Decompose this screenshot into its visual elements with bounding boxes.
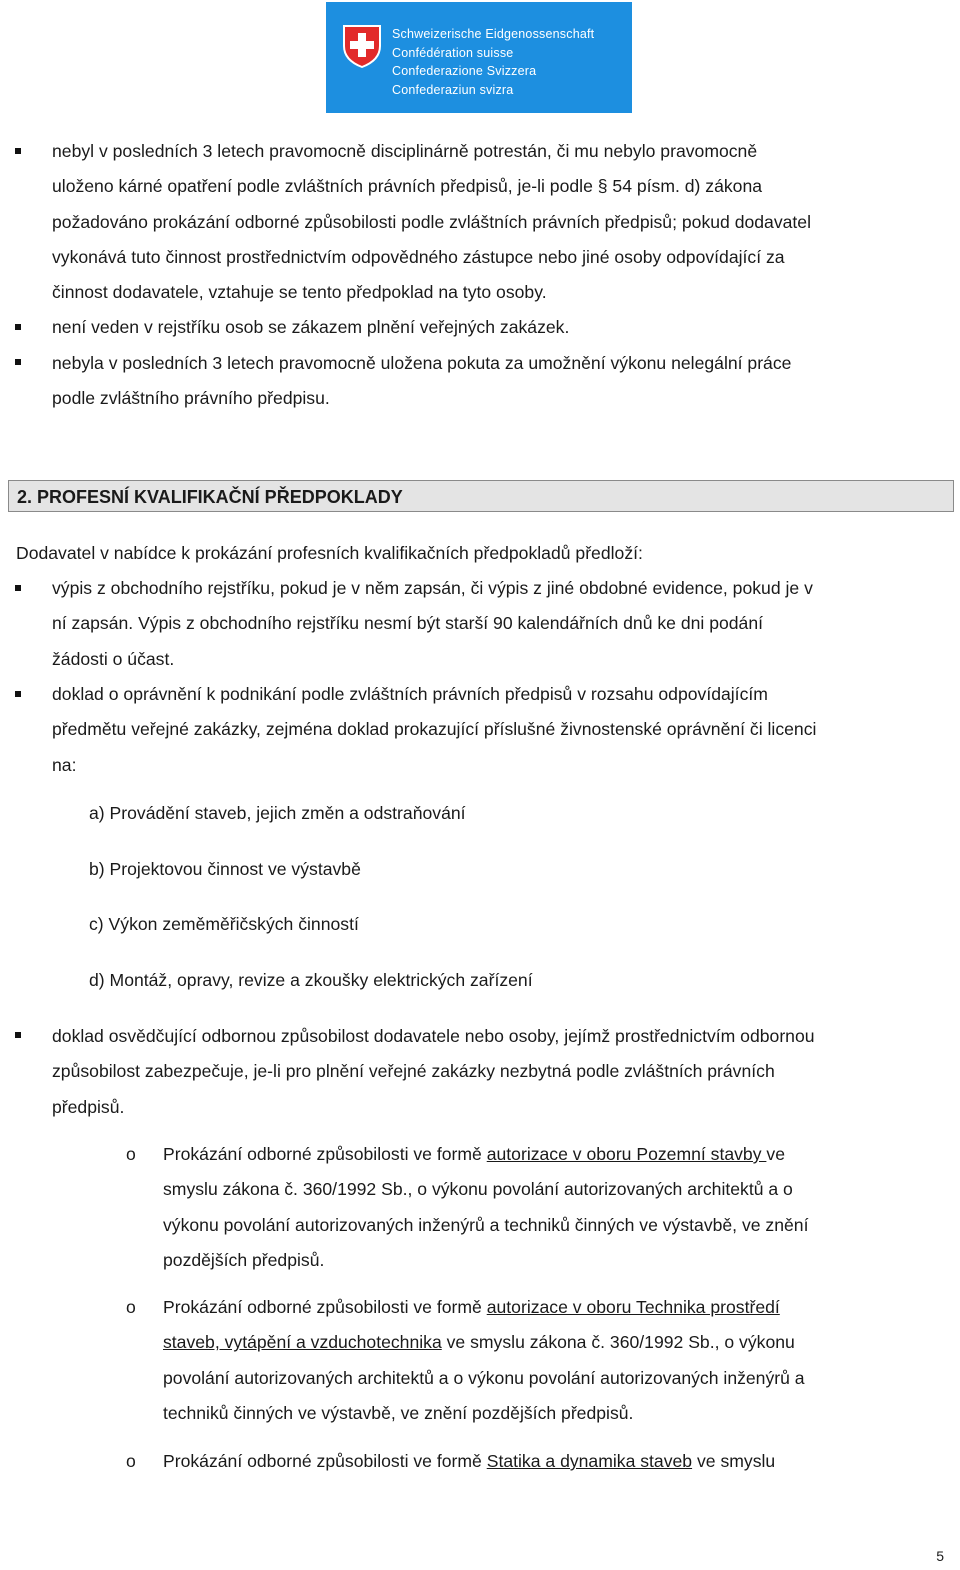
text-line: nebyla v posledních 3 letech pravomocně uložena pokuta za umožnění výkonu nelegální práce xyxy=(52,353,792,373)
logo-line: Schweizerische Eidgenossenschaft xyxy=(392,27,595,41)
text-line: techniků činných ve výstavbě, ve znění pozdějších předpisů. xyxy=(163,1402,634,1423)
section-intro: Dodavatel v nabídce k prokázání profesních kvalifikačních předpokladů předloží: xyxy=(16,543,643,563)
text-segment: Prokázání odborné způsobilosti ve formě xyxy=(163,1297,487,1317)
text-line: způsobilost zabezpečuje, je-li pro plnění veřejné zakázky nezbytná podle zvláštních právních xyxy=(52,1061,775,1082)
intro-bullet-1 xyxy=(52,134,943,310)
logo-line: Confederazione Svizzera xyxy=(392,64,537,78)
bullet-square-icon xyxy=(15,359,21,365)
sub-item-3 xyxy=(163,1444,943,1479)
text-line: výkonu povolání autorizovaných inženýrů a techniků činných ve výstavbě, ve znění xyxy=(163,1214,809,1235)
page-number: 5 xyxy=(936,1548,944,1564)
sub-item-marker: o xyxy=(126,1451,136,1471)
licence-item-b: b) Projektovou činnost ve výstavbě xyxy=(89,859,361,879)
logo-line: Confederaziun svizra xyxy=(392,82,514,97)
authorization-link[interactable]: Statika a dynamika staveb xyxy=(486,1451,693,1471)
licence-item-c: c) Výkon zeměměřičských činností xyxy=(89,914,359,934)
swiss-confederation-logo xyxy=(326,2,632,113)
authorization-link[interactable]: staveb, vytápění a vzduchotechnika xyxy=(163,1332,442,1353)
text-line: výpis z obchodního rejstříku, pokud je v něm zapsán, či výpis z jiné obdobné evidence, pokud je v xyxy=(52,578,813,598)
swiss-shield-icon xyxy=(342,24,382,68)
text-line: předmětu veřejné zakázky, zejména doklad prokazující příslušné živnostenské oprávnění či licenci xyxy=(52,719,817,740)
sub-item-1 xyxy=(163,1137,943,1278)
competence-bullet xyxy=(52,1019,943,1125)
text-segment: ve smyslu zákona č. 360/1992 Sb., o výkonu xyxy=(441,1332,795,1353)
text-segment: ve smyslu xyxy=(692,1451,776,1471)
text-segment: Prokázání odborné způsobilosti ve formě xyxy=(163,1144,487,1164)
licence-item-d: d) Montáž, opravy, revize a zkoušky elektrických zařízení xyxy=(89,970,533,990)
text-line: uloženo kárné opatření podle zvláštních právních předpisů, je-li podle § 54 písm. d) zákona xyxy=(52,176,763,197)
text-line: ní zapsán. Výpis z obchodního rejstříku nesmí být starší 90 kalendářních dnů ke dni podání xyxy=(52,613,764,634)
bullet-square-icon xyxy=(15,585,21,591)
section-heading: 2. PROFESNÍ KVALIFIKAČNÍ PŘEDPOKLADY xyxy=(8,480,954,512)
text-segment: ve xyxy=(766,1144,785,1164)
section-bullet-1 xyxy=(52,571,943,677)
text-line: není veden v rejstříku osob se zákazem plnění veřejných zakázek. xyxy=(52,317,570,337)
logo-line: Confédération suisse xyxy=(392,45,514,60)
sub-item-marker: o xyxy=(126,1297,136,1317)
text-line: požadováno prokázání odborné způsobilosti podle zvláštních právních předpisů; pokud dodavatel xyxy=(52,211,811,232)
text-line xyxy=(163,1290,943,1325)
text-line: doklad osvědčující odbornou způsobilost dodavatele nebo osoby, jejímž prostřednictvím odbornou xyxy=(52,1026,815,1046)
intro-bullet-3 xyxy=(52,346,943,417)
sub-item-marker: o xyxy=(126,1144,136,1164)
intro-bullet-2 xyxy=(52,310,943,345)
bullet-square-icon xyxy=(15,324,21,330)
text-segment: Prokázání odborné způsobilosti ve formě xyxy=(163,1451,487,1471)
logo-text xyxy=(392,25,594,99)
sub-item-2 xyxy=(163,1290,943,1431)
text-line: povolání autorizovaných architektů a o výkonu povolání autorizovaných inženýrů a xyxy=(163,1367,805,1388)
text-line xyxy=(163,1444,943,1479)
text-line xyxy=(163,1325,943,1360)
bullet-square-icon xyxy=(15,1032,21,1038)
bullet-square-icon xyxy=(15,691,21,697)
text-line: činnost dodavatele, vztahuje se tento předpoklad na tyto osoby. xyxy=(52,282,547,303)
text-line: vykonává tuto činnost prostřednictvím odpovědného zástupce nebo jiné osoby odpovídající za xyxy=(52,246,785,267)
text-line: na: xyxy=(52,754,77,775)
text-line: smyslu zákona č. 360/1992 Sb., o výkonu povolání autorizovaných architektů a o xyxy=(163,1179,793,1200)
authorization-link[interactable]: autorizace v oboru Technika prostředí xyxy=(486,1297,780,1317)
bullet-square-icon xyxy=(15,148,21,154)
text-line: nebyl v posledních 3 letech pravomocně disciplinárně potrestán, či mu nebylo pravomocně xyxy=(52,141,758,161)
section-bullet-2 xyxy=(52,677,943,783)
text-line: pozdějších předpisů. xyxy=(163,1249,325,1270)
text-line: předpisů. xyxy=(52,1096,125,1117)
text-line: podle zvláštního právního předpisu. xyxy=(52,388,330,409)
text-line xyxy=(163,1137,943,1172)
text-line: doklad o oprávnění k podnikání podle zvláštních právních předpisů v rozsahu odpovídajícím xyxy=(52,684,768,704)
authorization-link[interactable]: autorizace v oboru Pozemní stavby xyxy=(486,1144,767,1164)
text-line: žádosti o účast. xyxy=(52,648,175,669)
licence-item-a: a) Provádění staveb, jejich změn a odstraňování xyxy=(89,803,466,823)
